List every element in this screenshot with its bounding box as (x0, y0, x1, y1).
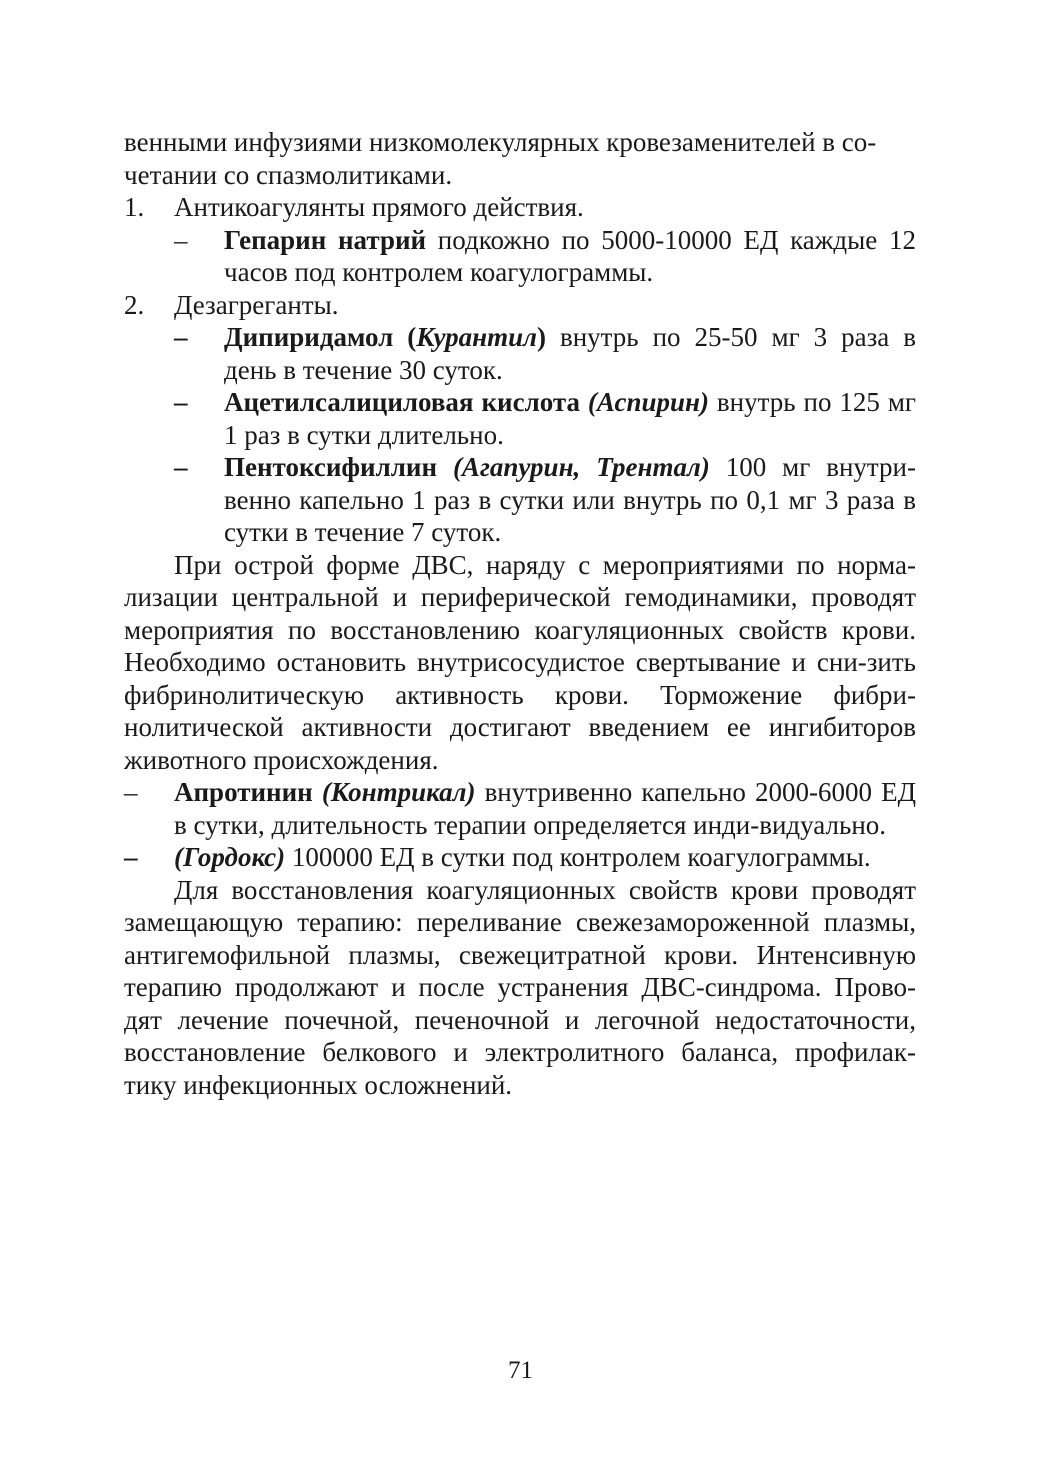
list-item (124, 776, 916, 841)
dash-marker: – (174, 322, 188, 352)
drug-dosage: внутрь по 125 мг 1 раз в сутки длительно. (224, 387, 916, 450)
dash-marker: – (174, 224, 188, 255)
dash-marker: – (124, 777, 138, 807)
drug-name: Апротинин (174, 777, 322, 807)
drug-brand: (Контрикал) (321, 777, 476, 807)
page-body (124, 126, 916, 1101)
paragraph-dic-treatment: При острой форме ДВС, наряду с мероприятиями по норма-лизации центральной и периферической гемодинамики, проводят мероприятия по восстановлению коагуляционных свойств крови. Необходимо остановить внутрисосудистое свертывание и сни-зить фибринолитическую активность крови. Торможение фибри-нолитической активности достигают введением ее ингибиторов животного происхождения. (124, 549, 916, 775)
drug-dosage: 100000 ЕД в сутки под контролем коагулограммы. (285, 842, 871, 872)
drug-brand: (Аспирин) (587, 387, 709, 417)
paragraph-replacement-therapy: Для восстановления коагуляционных свойств крови проводят замещающую терапию: переливание свежезамороженной плазмы, антигемофильной плазмы, свежецитратной крови. Интенсивную терапию продолжают и после устранения ДВС-синдрома. Прово-дят лечение почечной, печеночной и легочной недостаточности, восстановление белкового и электролитного баланса, профилак-тику инфекционных осложнений. (124, 874, 916, 1100)
drug-entry (224, 386, 916, 451)
list-number: 1. (124, 192, 145, 222)
dash-marker: – (174, 387, 188, 417)
drug-entry (174, 841, 916, 874)
dash-marker: – (174, 452, 188, 482)
drug-entry (224, 321, 916, 386)
drug-name: Дипиридамол ( (224, 322, 417, 352)
intro-line-2: четании со спазмолитиками. (124, 159, 453, 190)
list-number: 2. (124, 289, 145, 320)
drug-dosage: внутрь по 25-50 мг 3 раза в день в течение 30 суток. (224, 322, 917, 385)
list-item (174, 386, 916, 451)
list-item (174, 224, 916, 289)
drug-dosage: 100 мг внутри-венно капельно 1 раз в сутки или внутрь по 0,1 мг 3 раза в сутки в течение 7 суток. (224, 452, 916, 547)
list-item (174, 321, 916, 386)
drug-name: Пентоксифиллин (224, 452, 453, 482)
drug-entry (224, 451, 916, 549)
drug-name-close: ) (536, 322, 546, 352)
list-heading-1 (124, 191, 916, 224)
drug-dosage: подкожно по 5000-10000 ЕД каждые 12 часов под контролем коагулограммы. (224, 224, 916, 287)
drug-brand: (Агапурин, Трентал) (452, 452, 710, 482)
list-title: Дезагреганты. (174, 289, 339, 320)
drug-entry (224, 224, 916, 289)
drug-brand: Курантил (416, 322, 537, 352)
page-number: 71 (508, 1357, 533, 1384)
drug-dosage: внутривенно капельно 2000-6000 ЕД в сутки, длительность терапии определяется инди-видуально. (174, 777, 916, 840)
intro-line-1: венными инфузиями низкомолекулярных кровезаменителей в со- (124, 127, 877, 157)
dash-marker: – (124, 842, 138, 872)
list-heading-2 (124, 289, 916, 322)
drug-name: Ацетилсалициловая кислота (224, 387, 588, 417)
drug-brand: (Гордокс) (174, 842, 286, 872)
drug-name: Гепарин натрий (224, 224, 427, 255)
drug-entry (174, 776, 916, 841)
list-item (174, 451, 916, 549)
list-item (124, 841, 916, 874)
list-title: Антикоагулянты прямого действия. (174, 192, 584, 222)
